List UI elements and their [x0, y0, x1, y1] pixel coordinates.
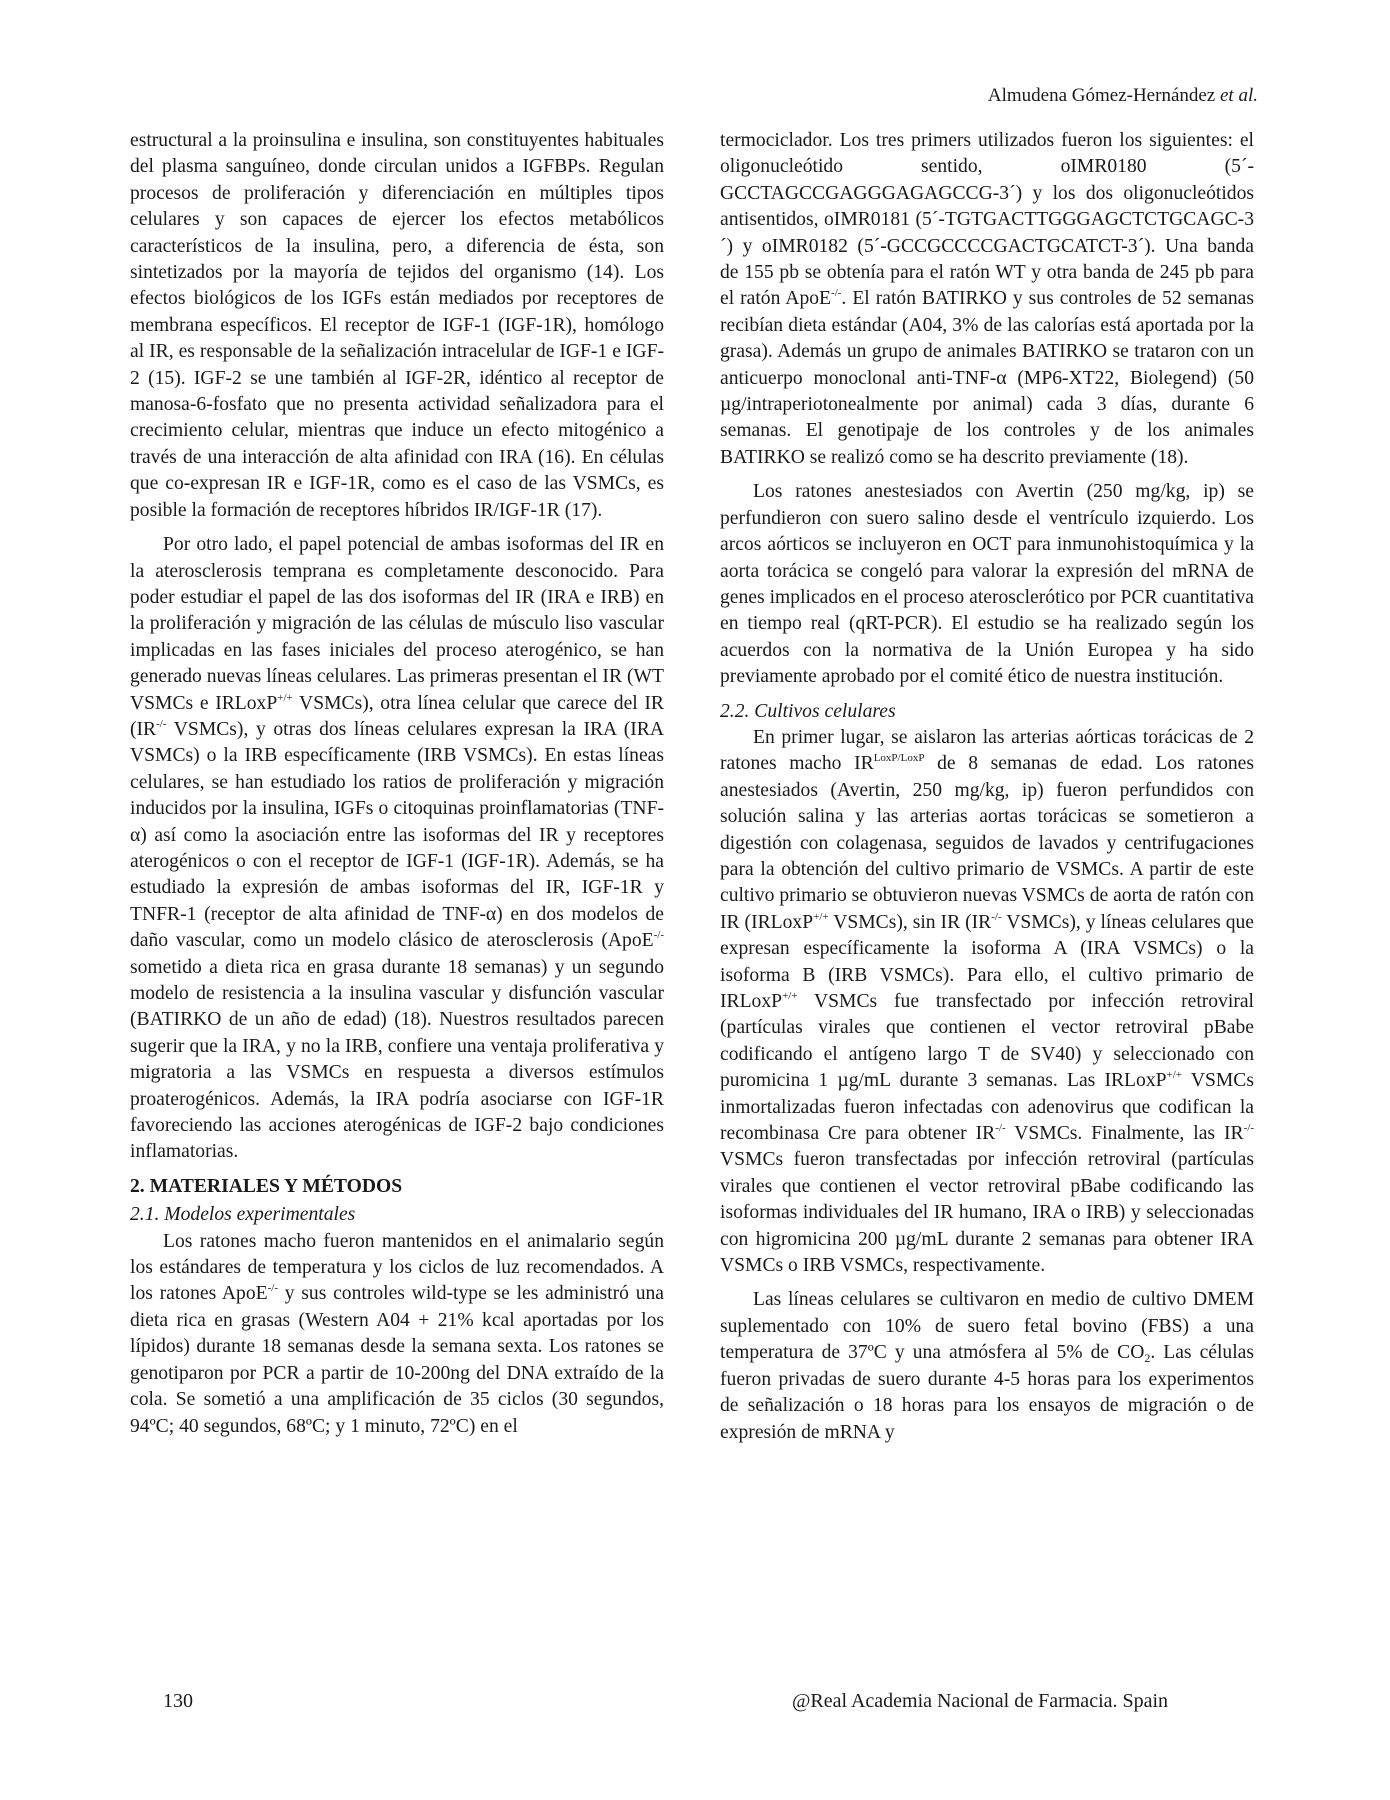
right-paragraph-1: termociclador. Los tres primers utilizados fueron los siguientes: el oligonucleótido sentido, oIMR0180 (5´-GCCTAGCCGAGGGAGAGCCG-3´) y los dos oligonucleótidos antisentidos, oIMR0181 (5´-TGTGACTTGGGAGCTCTGCAGC-3´) y oIMR0182 (5´-GCCGCCCCGACTGCATCT-3´). Una banda de 155 pb se obtenía para el ratón WT y otra banda de 245 pb para el ratón ApoE-/-. El ratón BATIRKO y sus controles de 52 semanas recibían dieta estándar (A04, 3% de las calorías está aportada por la grasa). Además un grupo de animales BATIRKO se trataron con un anticuerpo monoclonal anti-TNF-α (MP6-XT22, Biolegend) (50 µg/intraperiotonealmente por animal) cada 3 días, durante 6 semanas. El genotipaje de los controles y de los animales BATIRKO se realizó como se ha descrito previamente (18).	[720, 130, 1254, 468]
subsection-heading-2-2: 2.2. Cultivos celulares	[720, 700, 896, 722]
section-heading: 2. MATERIALES Y MÉTODOS	[130, 1175, 403, 1197]
header-etal: et al.	[1220, 85, 1258, 106]
right-column	[720, 128, 1254, 1454]
header-author: Almudena Gómez-Hernández	[987, 85, 1216, 106]
subsection-heading-2-1: 2.1. Modelos experimentales	[130, 1204, 356, 1226]
left-paragraph-2: Por otro lado, el papel potencial de ambas isoformas del IR en la aterosclerosis temprana es completamente desconocido. Para poder estudiar el papel de las dos isoformas del IR (IRA e IRB) en la proliferación y migración de las células de músculo liso vascular implicadas en las fases iniciales del proceso aterogénico, se han generado nuevas líneas celulares. Las primeras presentan el IR (WT VSMCs e IRLoxP+/+ VSMCs), otra línea celular que carece del IR (IR-/- VSMCs), y otras dos líneas celulares expresan la IRA (IRA VSMCs) o la IRB específicamente (IRB VSMCs). En estas líneas celulares, se han estudiado los ratios de proliferación y migración inducidos por la insulina, IGFs o citoquinas proinflamatorias (TNF-α) así como la asociación entre las isoformas del IR y receptores aterogénicos o con el receptor de IGF-1 (IGF-1R). Además, se ha estudiado la expresión de ambas isoformas del IR, IGF-1R y TNFR-1 (receptor de alta afinidad de TNF-α) en dos modelos de daño vascular, como un modelo clásico de aterosclerosis (ApoE-/- sometido a dieta rica en grasa durante 18 semanas) y un segundo modelo de resistencia a la insulina vascular y disfunción vascular (BATIRKO de un año de edad) (18). Nuestros resultados parecen sugerir que la IRA, y no la IRB, confiere una ventaja proliferativa y migratoria a las VSMCs en respuesta a diversos estímulos proaterogénicos. Además, la IRA podría asociarse con IGF-1R favoreciendo las acciones aterogénicas de IGF-2 bajo condiciones inflamatorias.	[130, 534, 664, 1163]
left-paragraph-1: estructural a la proinsulina e insulina, son constituyentes habituales del plasma sanguíneo, donde circulan unidos a IGFBPs. Regulan procesos de proliferación y diferenciación en múltiples tipos celulares y son capaces de ejercer los efectos metabólicos característicos de la insulina, pero, a diferencia de ésta, son sintetizados por la mayoría de tejidos del organismo (14). Los efectos biológicos de los IGFs están mediados por receptores de membrana específicos. El receptor de IGF-1 (IGF-1R), homólogo al IR, es responsable de la señalización intracelular de IGF-1 e IGF-2 (15). IGF-2 se une también al IGF-2R, idéntico al receptor de manosa-6-fosfato que no presenta actividad señalizadora para el crecimiento celular, mientras que induce un efecto mitogénico a través de una interacción de alta afinidad con IRA (16). En células que co-expresan IR e IGF-1R, como es el caso de las VSMCs, es posible la formación de receptores híbridos IR/IGF-1R (17).	[130, 130, 664, 521]
left-paragraph-3: Los ratones macho fueron mantenidos en el animalario según los estándares de temperatura y los ciclos de luz recomendados. A los ratones ApoE-/- y sus controles wild-type se les administró una dieta rica en grasas (Western A04 + 21% kcal aportadas por los lípidos) durante 18 semanas desde la semana sexta. Los ratones se genotiparon por PCR a partir de 10-200ng del DNA extraído de la cola. Se sometió a una amplificación de 35 ciclos (30 segundos, 94ºC; 40 segundos, 68ºC; y 1 minuto, 72ºC) en el	[130, 1230, 664, 1437]
page-number: 130	[163, 1690, 193, 1712]
footer-copyright: @Real Academia Nacional de Farmacia. Spain	[792, 1690, 1169, 1712]
running-header	[988, 84, 1258, 108]
right-paragraph-4: Las líneas celulares se cultivaron en medio de cultivo DMEM suplementado con 10% de suero fetal bovino (FBS) a una temperatura de 37ºC y una atmósfera al 5% de $CO_2$. Las células fueron privadas de suero durante 4-5 horas para los experimentos de señalización o 18 horas para los ensayos de migración o de expresión de mRNA y	[720, 1289, 1254, 1443]
right-paragraph-3: En primer lugar, se aislaron las arterias aórticas torácicas de 2 ratones macho $IR^{LoxP/LoxP}$ de 8 semanas de edad. Los ratones anestesiados (Avertin, 250 mg/kg, ip) fueron perfundidos con solución salina y las arterias aortas torácicas se sometieron a digestión con colagenasa, seguidos de lavados y centrifugaciones para la obtención del cultivo primario de VSMCs. A partir de este cultivo primario se obtuvieron nuevas VSMCs de aorta de ratón con IR (IRLoxP+/+ VSMCs), sin IR (IR-/- VSMCs), y líneas celulares que expresan específicamente la isoforma A (IRA VSMCs) o la isoforma B (IRB VSMCs). Para ello, el cultivo primario de IRLoxP+/+ VSMCs fue transfectado por infección retroviral (partículas virales que contienen el vector retroviral pBabe codificando el antígeno largo T de SV40) y seleccionado con puromicina 1 µg/mL durante 3 semanas. Las IRLoxP+/+ VSMCs inmortalizadas fueron infectadas con adenovirus que codifican la recombinasa Cre para obtener IR-/- VSMCs. Finalmente, las IR-/- VSMCs fueron transfectadas por infección retroviral (partículas virales que contienen el vector retroviral pBabe codificando las isoformas individuales del IR humano, IRA o IRB) y seleccionadas con higromicina 200 µg/mL durante 2 semanas para obtener IRA VSMCs o IRB VSMCs, respectivamente.	[720, 726, 1255, 1277]
left-column	[130, 128, 664, 1448]
right-paragraph-2: Los ratones anestesiados con Avertin (250 mg/kg, ip) se perfundieron con suero salino desde el ventrículo izquierdo. Los arcos aórticos se incluyeron en OCT para inmunohistoquímica y la aorta torácica se congeló para valorar la expresión del mRNA de genes implicados en el proceso aterosclerótico por PCR cuantitativa en tiempo real (qRT-PCR). El estudio se ha realizado según los acuerdos con la normativa de la Unión Europea y ha sido previamente aprobado por el comité ético de nuestra institución.	[720, 481, 1254, 688]
